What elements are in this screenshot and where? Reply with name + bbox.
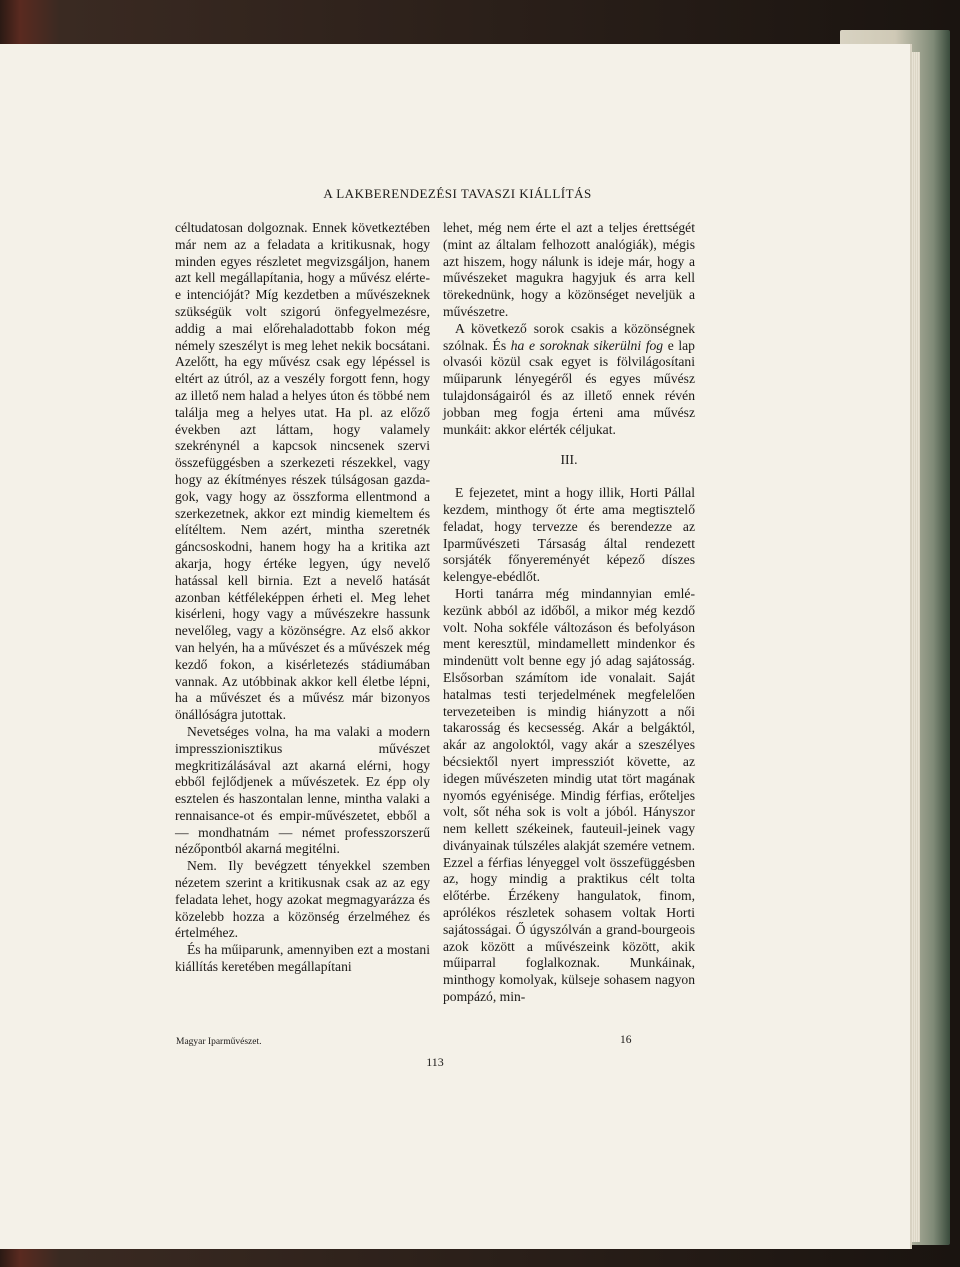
right-column [443,220,695,1006]
publication-footer: Magyar Iparművészet. [176,1037,262,1047]
left-paragraph-3: Nem. Ily bevégzett tényekkel szemben nézetem szerint a kritikusnak csak az az egy feladata lehet, hogy azokat megmagyarázza és közelebb hozza a közönség érzelméhez és értelméhez. [175,858,430,941]
page-number: 113 [426,1055,444,1069]
right-paragraph-1: lehet, még nem érte el azt a teljes érettségét (mint az általam felhozott analógiák), mégis azt hiszem, hogy nálunk is ideje már, hogy a művészeket magukra hagyjuk és arra kell törekednünk, hogy a közönséget neveljük a művészetre. [443,220,695,319]
right-paragraph-3: E fejezetet, mint a hogy illik, Horti Pállal kezdem, minthogy őt érte ama megtisztelő feladat, hogy tervezze és berendezze az Iparművészeti Társaság által rendezett sorsjáték főnyereményét képező díszes kelengye-ebédlőt. [443,485,695,585]
right-paragraph-2-end: e lap olvasói közül csak egyet is fölvilágosítani műiparunk lényegéről és egyes művész tulajdonságairól és az illető ennek révén jobban meg fogja érteni ama művész munkáit: akkor elérték céljukat. [443,337,695,437]
section-numeral: III. [560,452,578,468]
right-paragraph-2 [443,321,695,439]
right-paragraph-2-start: A következő sorok csakis a közönségnek szólnak. És [443,320,695,353]
right-paragraph-4: Horti tanárra még mindannyian emlékezünk abból az időből, a mikor még kezdő volt. Noha sokféle változáson és befolyáson ment keresztül, mindamellett mindenkor és mindenütt volt benne egy jó adag sajátosság. Elsősorban számítom ide vonalait. Saját hatalmas testi terjedelmének megfelelően tervezeteiben is mindig hiányzott a női takarosság és kecsesség. Akár a belgáktól, akár az angoloktól, vagy akár a szeszélyes bécsiektől nyert impressziót követte, az idegen művészeten mindig utat tört magának nyomós egyénisége. Mindig férfias, erőteljes volt, sőt néha sok is volt a jóból. Hányszor nem kellett székeinek, fauteuil-jeinek vagy diványainak túlszéles alakját szemére vetnem. Ezzel a férfias lényeggel volt összefüggésben az, hogy mindig a praktikus célt tolta előtérbe. Érzékeny hangulatok, finom, aprólékos részletek sohasem voltak Horti sajátosságai. Ő úgyszólván a grand-bourgeois azok között a művészeink között, akik műiparral foglalkoznak. Munkáinak, minthogy komolyak, külseje sohasem nagyon pompázó, min- [443,585,695,1005]
page-stack-edge [912,52,920,1242]
left-paragraph-1: céltudatosan dolgoznak. Ennek következtében már nem az a feladata a kritikusnak, hogy minden egyes részletet megvizsgáljon, hanem azt kell megállapítania, hogy a művész elérte-e intencióját? Míg kezdetben a művészeknek szükségük volt szigorú önfegyelmezésre, addig a mai előrehaladottabb fokon még némely szeszélyt is meg lehet nekik bocsátani. Azelőtt, ha egy művész csak egy lépéssel is eltért az útról, az a veszély forgott fenn, hogy az illető nem halad a helyes úton és többé nem találja meg a helyes utat. Ha pl. az előző években azt láttam, hogy valamely szekrénynél a kapcsok nincsenek szervi összefüggésben a szerkezeti részekkel, vagy hogy az ékítményes részek túlságosan gazdagok, vagy hogy az összforma ellentmond a szerkezetnek, akkor ezt mindig kiemeltem és elítéltem. Nem azért, mintha szeretnék gáncsoskodni, hanem hogy ha a kritika azt akarja, hogy értéke legyen, úgy nevelő hatással kell birnia. Ezt a nevelő hatását azonban kétféleképpen érheti el. Meg lehet kisérleni, hogy vagy a művészekre hassunk nevelőleg, vagy a közönségre. Az első akkor van helyén, ha a művészet és a művészek még kezdő fokon, a kisérletezés stádiumában vannak. Az utóbbinak akkor kell életbe lépni, ha a művészet és a művész már bizonyos önállóságra jutottak. [175,220,430,723]
signature-mark: 16 [620,1034,632,1046]
right-paragraph-2-italic: ha e soroknak sikerülni fog [510,337,664,353]
left-paragraph-2: Nevetséges volna, ha ma valaki a modern impresszionisztikus művészet megkritizálásával azt akarná elérni, hogy ebből fejlődjenek a művészetek. Ez épp oly esztelen és haszontalan lenne, mintha valaki a rennaisance-ot és empir-művészetet, ebből a — mondhatnám — német professzorszerű nézőpontból akarná megitélni. [175,723,430,857]
left-paragraph-4: És ha műiparunk, amennyiben ezt a mostani kiállítás keretében megállapítani [175,942,430,975]
running-title: A LAKBERENDEZÉSI TAVASZI KIÁLLÍTÁS [323,186,592,201]
left-column [175,220,430,976]
